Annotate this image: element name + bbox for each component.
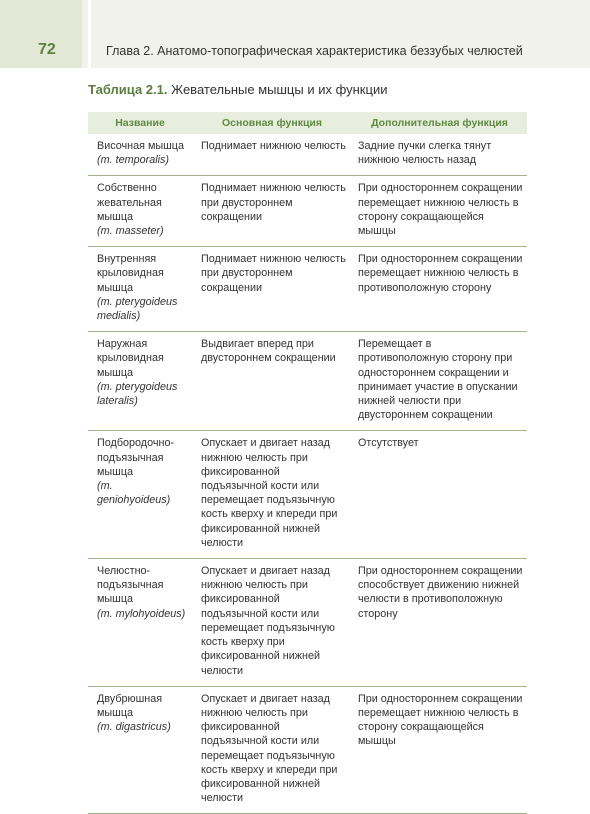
muscle-name: Подбородочно-подъязычная мышца	[97, 437, 175, 478]
muscle-latin: (m. pterygoideus medialis)	[97, 295, 178, 323]
cell-extra-function: Отсутствует	[352, 431, 527, 559]
cell-name	[88, 176, 192, 247]
table-row	[88, 247, 527, 332]
muscle-name: Двубрюшная мышца	[97, 692, 163, 719]
table-row	[88, 332, 527, 431]
chapter-title: Глава 2. Анатомо-топографическая характеристика беззубых челюстей	[106, 44, 523, 58]
column-header-extra: Дополнительная функция	[352, 112, 527, 134]
table-caption	[88, 82, 387, 97]
cell-name	[88, 431, 192, 559]
table-row	[88, 134, 527, 176]
muscle-latin: (m. pterygoideus lateralis)	[97, 380, 178, 408]
cell-extra-function: При одностороннем сокращении перемещает нижнюю челюсть в противоположную сторону	[352, 247, 527, 332]
cell-extra-function: При одностороннем сокращении способствует движению нижней челюсти в противоположную сторону	[352, 559, 527, 687]
muscle-name: Собственно жевательная мышца	[97, 182, 162, 223]
cell-name	[88, 247, 192, 332]
cell-name	[88, 332, 192, 431]
cell-main-function: Поднимает нижнюю челюсть	[192, 134, 352, 176]
table-header-row	[88, 112, 527, 134]
cell-main-function: Поднимает нижнюю челюсть при двустороннем сокращении	[192, 176, 352, 247]
table-row	[88, 176, 527, 247]
cell-main-function: Выдвигает вперед при двустороннем сокращении	[192, 332, 352, 431]
cell-extra-function: Задние пучки слегка тянут нижнюю челюсть назад	[352, 134, 527, 176]
muscle-name: Челюстно-подъязычная мышца	[97, 565, 164, 606]
cell-name	[88, 559, 192, 687]
cell-main-function: Опускает и двигает назад нижнюю челюсть при фиксированной подъязычной кости или перемещает подъязычную кость кверху и кпереди при фиксированной нижней челюсти	[192, 431, 352, 559]
table-caption-number: Таблица 2.1.	[88, 82, 168, 97]
cell-extra-function: При одностороннем сокращении перемещает нижнюю челюсть в сторону сокращающейся мышцы	[352, 176, 527, 247]
cell-extra-function: Перемещает в противоположную сторону при одностороннем сокращении и принимает участие в опускании нижней челюсти при двустороннем сокращении	[352, 332, 527, 431]
cell-main-function: Опускает и двигает назад нижнюю челюсть при фиксированной подъязычной кости или перемещает подъязычную кость кверху и кпереди при фиксированной нижней челюсти	[192, 686, 352, 814]
header-divider	[88, 0, 91, 68]
muscle-latin: (m. mylohyoideus)	[97, 607, 186, 620]
cell-main-function: Опускает и двигает назад нижнюю челюсть при фиксированной подъязычной кости или перемещает подъязычную кость кверху при фиксированной нижней челюсти	[192, 559, 352, 687]
page-header	[0, 0, 590, 68]
cell-name	[88, 134, 192, 176]
table-caption-title: Жевательные мышцы и их функции	[171, 82, 388, 97]
column-header-main: Основная функция	[192, 112, 352, 134]
table-row	[88, 431, 527, 559]
muscle-name: Височная мышца	[97, 140, 184, 152]
cell-main-function: Поднимает нижнюю челюсть при двустороннем сокращении	[192, 247, 352, 332]
column-header-name: Название	[88, 112, 192, 134]
muscle-latin: (m. temporalis)	[97, 154, 169, 167]
table-row	[88, 559, 527, 687]
muscle-latin: (m. digastricus)	[97, 721, 171, 734]
table-row	[88, 686, 527, 814]
cell-extra-function: При одностороннем сокращении перемещает нижнюю челюсть в сторону сокращающейся мышцы	[352, 686, 527, 814]
muscle-latin: (m. geniohyoideus)	[97, 480, 171, 507]
muscle-latin: (m. masseter)	[97, 225, 164, 238]
page-number: 72	[38, 41, 56, 58]
cell-name	[88, 686, 192, 814]
muscle-name: Внутренняя крыловидная мышца	[97, 253, 164, 294]
muscle-name: Наружная крыловидная мышца	[97, 338, 164, 379]
muscle-table	[88, 112, 527, 814]
